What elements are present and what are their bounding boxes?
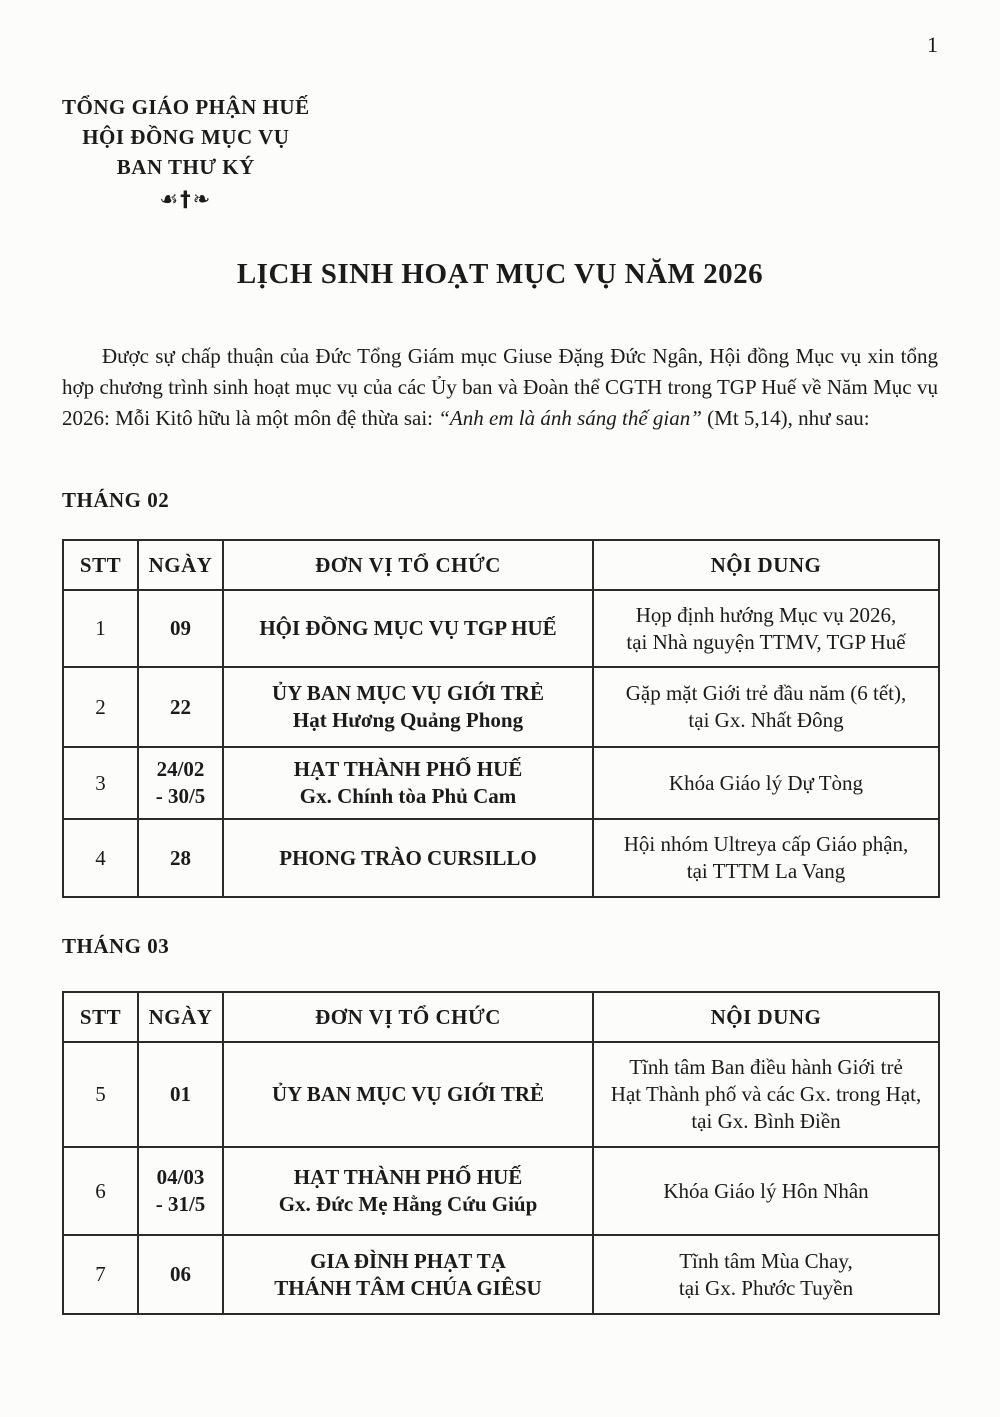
date-line: 04/03 — [156, 1165, 205, 1189]
content-line: Tĩnh tâm Mùa Chay, — [679, 1248, 853, 1273]
org-line: PHONG TRÀO CURSILLO — [279, 845, 537, 870]
content-line: tại Gx. Phước Tuyền — [678, 1275, 854, 1300]
cell-noi-dung — [593, 1235, 939, 1314]
table-row — [63, 819, 939, 897]
letterhead-secretariat: BAN THƯ KÝ — [116, 155, 255, 179]
content-line: Khóa Giáo lý Dự Tòng — [668, 770, 864, 795]
cell-don-vi — [223, 747, 593, 819]
date-line: 01 — [170, 1082, 191, 1106]
cell-ngay — [138, 1235, 223, 1314]
cell-stt: 3 — [63, 747, 138, 819]
table-header-row — [63, 540, 939, 590]
letterhead-diocese: TỔNG GIÁO PHẬN HUẾ — [62, 95, 310, 119]
cell-stt: 5 — [63, 1042, 138, 1147]
document-title: LỊCH SINH HOẠT MỤC VỤ NĂM 2026 — [236, 258, 764, 290]
section-heading-thang-03: THÁNG 03 — [62, 934, 170, 958]
cell-ngay — [138, 667, 223, 747]
content-line: tại Gx. Nhất Đông — [688, 708, 844, 732]
cell-don-vi — [223, 590, 593, 667]
cell-ngay — [138, 819, 223, 897]
section-heading-thang-02: THÁNG 02 — [62, 488, 170, 512]
table-row — [63, 1235, 939, 1314]
letterhead-council: HỘI ĐỒNG MỤC VỤ — [82, 125, 290, 149]
letterhead — [62, 92, 310, 214]
date-line: 28 — [170, 845, 191, 870]
cell-don-vi — [223, 1042, 593, 1147]
column-header-stt: STT — [63, 540, 138, 590]
cell-noi-dung — [593, 590, 939, 667]
content-line: Khóa Giáo lý Hôn Nhân — [663, 1178, 869, 1203]
intro-paragraph — [62, 341, 938, 434]
org-line: ỦY BAN MỤC VỤ GIỚI TRẺ — [271, 1082, 545, 1106]
intro-text-before: Được sự chấp thuận của Đức Tổng Giám mục Giuse Đặng Đức Ngân, Hội đồng Mục vụ xin tổng hợp chương trình sinh hoạt mục vụ của các Ủy ban và Đoàn thể CGTH trong TGP Huế về Năm Mục vụ 2026: Mỗi Kitô hữu là một môn đệ thừa sai: — [62, 344, 938, 430]
table-row — [63, 1147, 939, 1235]
cell-stt: 1 — [63, 590, 138, 667]
date-line: 22 — [170, 694, 191, 719]
column-header-don-vi: ĐƠN VỊ TỔ CHỨC — [223, 992, 593, 1042]
date-line: - 30/5 — [155, 784, 206, 808]
page-number: 1 — [927, 32, 938, 57]
cell-don-vi — [223, 1147, 593, 1235]
cell-stt: 4 — [63, 819, 138, 897]
org-line: GIA ĐÌNH PHẠT TẠ — [310, 1248, 506, 1273]
org-line: THÁNH TÂM CHÚA GIÊSU — [274, 1275, 542, 1300]
date-line: 06 — [170, 1262, 191, 1286]
date-line: 24/02 — [156, 757, 205, 781]
content-line: Gặp mặt Giới trẻ đầu năm (6 tết), — [625, 681, 907, 705]
table-thang-03 — [62, 991, 940, 1315]
column-header-noi-dung: NỘI DUNG — [593, 992, 939, 1042]
column-header-don-vi: ĐƠN VỊ TỔ CHỨC — [223, 540, 593, 590]
cell-noi-dung — [593, 747, 939, 819]
org-line: ỦY BAN MỤC VỤ GIỚI TRẺ — [271, 681, 545, 705]
content-line: tại Gx. Bình Điền — [691, 1109, 841, 1133]
date-line: 09 — [170, 616, 191, 640]
intro-text-after: (Mt 5,14), như sau: — [701, 406, 870, 430]
table-header-row — [63, 992, 939, 1042]
cell-ngay — [138, 1042, 223, 1147]
cell-stt: 6 — [63, 1147, 138, 1235]
content-line: tại TTTM La Vang — [686, 859, 846, 883]
org-line: Gx. Đức Mẹ Hằng Cứu Giúp — [278, 1192, 538, 1216]
cell-stt: 2 — [63, 667, 138, 747]
org-line: Hạt Hương Quảng Phong — [292, 708, 524, 732]
column-header-noi-dung: NỘI DUNG — [593, 540, 939, 590]
table-thang-02 — [62, 539, 940, 898]
intro-scripture-quote: “Anh em là ánh sáng thế gian” — [438, 406, 702, 430]
content-line: Hội nhóm Ultreya cấp Giáo phận, — [623, 832, 909, 856]
cell-don-vi — [223, 819, 593, 897]
org-line: HẠT THÀNH PHỐ HUẾ — [293, 1165, 523, 1189]
cell-noi-dung — [593, 1042, 939, 1147]
column-header-stt: STT — [63, 992, 138, 1042]
content-line: Hạt Thành phố và các Gx. trong Hạt, — [610, 1082, 922, 1106]
cell-ngay — [138, 1147, 223, 1235]
column-header-ngay: NGÀY — [138, 540, 223, 590]
cell-noi-dung — [593, 1147, 939, 1235]
org-line: HẠT THÀNH PHỐ HUẾ — [293, 757, 523, 781]
cell-don-vi — [223, 667, 593, 747]
content-line: tại Nhà nguyện TTMV, TGP Huế — [626, 629, 906, 654]
column-header-ngay: NGÀY — [138, 992, 223, 1042]
cross-ornament-icon: ☙†❧ — [159, 187, 213, 211]
table-row — [63, 747, 939, 819]
cell-stt: 7 — [63, 1235, 138, 1314]
table-row — [63, 590, 939, 667]
date-line: - 31/5 — [155, 1192, 206, 1216]
org-line: HỘI ĐỒNG MỤC VỤ TGP HUẾ — [259, 616, 557, 640]
cell-ngay — [138, 747, 223, 819]
org-line: Gx. Chính tòa Phủ Cam — [299, 784, 517, 808]
table-row — [63, 1042, 939, 1147]
content-line: Tĩnh tâm Ban điều hành Giới trẻ — [629, 1055, 903, 1079]
cell-noi-dung — [593, 667, 939, 747]
cell-ngay — [138, 590, 223, 667]
cell-don-vi — [223, 1235, 593, 1314]
content-line: Họp định hướng Mục vụ 2026, — [635, 602, 897, 627]
cell-noi-dung — [593, 819, 939, 897]
table-row — [63, 667, 939, 747]
